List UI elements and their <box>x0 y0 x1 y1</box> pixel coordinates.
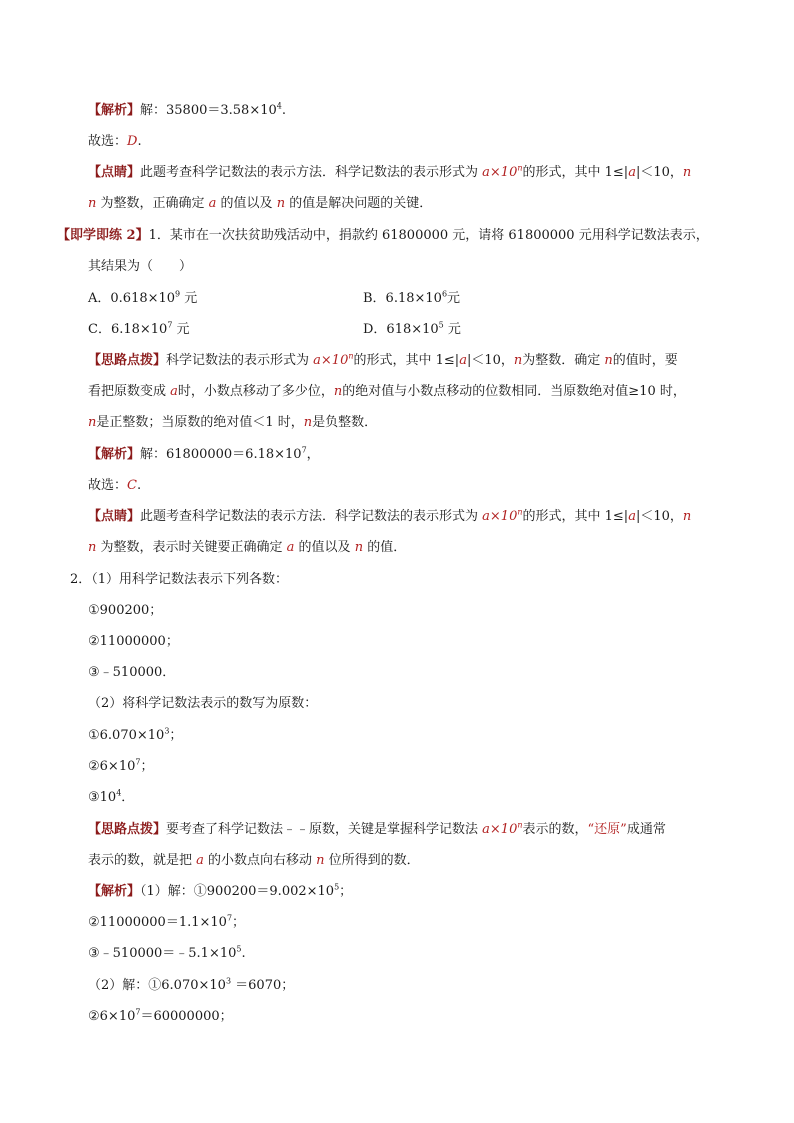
comment-text: |＜10， <box>635 509 683 524</box>
analysis-line <box>88 445 320 465</box>
comment-line-1 <box>88 163 691 183</box>
exponent: 3 <box>225 976 232 986</box>
punct: ； <box>169 728 183 743</box>
analysis-line <box>88 913 245 933</box>
exponent: n <box>517 507 523 517</box>
hint-line-1 <box>88 351 678 371</box>
symbol-a: a <box>208 196 217 211</box>
analysis-text: ②11000000＝1.1×10 <box>88 915 227 930</box>
hint-text: 的形式，其中 1≤| <box>353 353 460 368</box>
hint-text: 是正整数；当原数的绝对值＜1 时， <box>96 415 304 430</box>
comment-text: 的值以及 <box>294 540 355 555</box>
option-label: B．6.18×10 <box>363 291 442 306</box>
symbol-a: a <box>286 540 295 555</box>
analysis-tag: 【解析】 <box>88 103 141 118</box>
question-text: 1．某市在一次扶贫助残活动中，捐款约 61800000 元，请将 61800000 元用科学记数法表示， <box>148 228 709 243</box>
exponent: 4 <box>116 788 122 798</box>
exponent: n <box>517 820 523 830</box>
punct: ， <box>306 447 320 462</box>
quote-text: “还原” <box>587 822 627 837</box>
option-unit: 元 <box>447 291 461 306</box>
symbol-a: a <box>459 353 467 368</box>
analysis-line <box>88 944 246 964</box>
analysis-text: ②6×10 <box>88 1009 136 1024</box>
option-c[interactable] <box>88 320 190 340</box>
formula: a×10 <box>482 165 518 180</box>
comment-text: 为整数，正确确定 <box>100 196 209 211</box>
hint-text: 要考查了科学记数法﹣﹣原数，关键是掌握科学记数法 <box>166 822 483 837</box>
list-item <box>88 601 162 621</box>
punct: ． <box>121 790 135 805</box>
exponent: 9 <box>175 289 181 299</box>
comment-text: 的形式，其中 1≤| <box>522 509 629 524</box>
item-text: ①900200； <box>88 603 163 618</box>
symbol-n: n <box>303 415 313 430</box>
comment-text: 为整数，表示时关键要正确确定 <box>100 540 287 555</box>
punct: . <box>281 103 286 118</box>
list-item <box>88 726 182 746</box>
question-text: 2．（1）用科学记数法表示下列各数： <box>70 572 289 587</box>
comment-text: |＜10， <box>635 165 683 180</box>
exponent: 3 <box>164 726 170 736</box>
hint-text: 时，小数点移动了多少位， <box>177 384 334 399</box>
hint-text: 看把原数变成 <box>88 384 171 399</box>
comment-text: 的值． <box>363 540 407 555</box>
option-a[interactable] <box>88 289 197 309</box>
hint-text: 是负整数． <box>312 415 378 430</box>
exponent: 6 <box>441 289 448 299</box>
symbol-n: n <box>88 415 97 430</box>
comment-tag: 【点睛】 <box>88 509 141 524</box>
question-part-2 <box>88 694 317 714</box>
item-text: ②11000000； <box>88 634 179 649</box>
symbol-a: a <box>196 853 204 868</box>
comment-text: 此题考查科学记数法的表示方法．科学记数法的表示形式为 <box>140 509 483 524</box>
symbol-n: n <box>316 853 325 868</box>
formula: a×10 <box>313 353 349 368</box>
symbol-a: a <box>628 165 636 180</box>
symbol-n: n <box>333 384 343 399</box>
analysis-line <box>88 101 286 121</box>
comment-tag: 【点睛】 <box>88 165 141 180</box>
option-label: A．0.618×10 <box>88 291 176 306</box>
item-text: ③10 <box>88 790 117 805</box>
comment-line-1 <box>88 507 691 527</box>
exponent: 4 <box>276 101 282 111</box>
analysis-text: 解：61800000＝6.18×10 <box>140 447 302 462</box>
exponent: 5 <box>438 320 444 330</box>
analysis-text: （1）解：①900200＝9.002×10 <box>140 884 335 899</box>
hint-text: |＜10， <box>466 353 514 368</box>
exponent: n <box>517 163 523 173</box>
symbol-n: n <box>88 540 97 555</box>
punct: . <box>241 946 246 961</box>
option-b[interactable] <box>363 289 460 309</box>
symbol-n: n <box>354 540 364 555</box>
punct: ＝6070； <box>231 978 295 993</box>
hint-text: 的值时，要 <box>612 353 678 368</box>
exponent: 7 <box>301 445 307 455</box>
hint-line-2 <box>88 382 686 402</box>
hint-tag: 【思路点拨】 <box>88 353 167 368</box>
symbol-n: n <box>682 165 692 180</box>
punct: . <box>137 134 142 149</box>
answer-value: D <box>127 134 138 149</box>
hint-text: 位所得到的数． <box>324 853 420 868</box>
item-text: ①6.070×10 <box>88 728 165 743</box>
option-label: D．618×10 <box>363 322 439 337</box>
hint-line-1 <box>88 820 666 840</box>
hint-text: 的小数点向右移动 <box>203 853 317 868</box>
exponent: 5 <box>236 944 242 954</box>
hint-text: 科学记数法的表示形式为 <box>166 353 314 368</box>
answer-line <box>88 476 141 496</box>
analysis-text: （2）解：①6.070×10 <box>88 978 226 993</box>
exponent: 7 <box>135 1007 141 1017</box>
analysis-tag: 【解析】 <box>88 447 141 462</box>
hint-text: 表示的数，就是把 <box>88 853 197 868</box>
answer-line <box>88 132 142 152</box>
hint-line-3 <box>88 413 377 433</box>
option-d[interactable] <box>363 320 461 340</box>
analysis-tag: 【解析】 <box>88 884 141 899</box>
exponent: 7 <box>167 320 173 330</box>
analysis-line <box>88 976 294 996</box>
option-label: C．6.18×10 <box>88 322 168 337</box>
exponent: 5 <box>334 882 340 892</box>
exponent: 7 <box>226 913 233 923</box>
exponent: n <box>348 351 354 361</box>
hint-text: 为整数．确定 <box>522 353 605 368</box>
list-item <box>88 757 153 777</box>
comment-line-2 <box>88 194 432 214</box>
practice-tag: 【即学即练 2】 <box>57 228 149 243</box>
question-line-1 <box>57 226 709 246</box>
symbol-n: n <box>513 353 523 368</box>
symbol-a: a <box>628 509 636 524</box>
item-text: ③﹣510000． <box>88 665 176 680</box>
option-unit: 元 <box>180 291 198 306</box>
hint-tag: 【思路点拨】 <box>88 822 167 837</box>
hint-text: 表示的数， <box>522 822 588 837</box>
comment-text: 此题考查科学记数法的表示方法．科学记数法的表示形式为 <box>140 165 483 180</box>
option-unit: 元 <box>443 322 461 337</box>
answer-value: C <box>127 478 137 493</box>
item-text: ②6×10 <box>88 759 136 774</box>
analysis-text: ③﹣510000＝﹣5.1×10 <box>88 946 237 961</box>
punct: ＝60000000； <box>140 1009 233 1024</box>
formula: a×10 <box>482 509 518 524</box>
answer-label: 故选： <box>88 134 128 149</box>
punct: ； <box>339 884 353 899</box>
analysis-line <box>88 1007 233 1027</box>
symbol-n: n <box>604 353 613 368</box>
symbol-n: n <box>682 509 692 524</box>
answer-label: 故选： <box>88 478 128 493</box>
analysis-text: 解：35800＝3.58×10 <box>140 103 277 118</box>
punct: . <box>136 478 142 493</box>
symbol-n: n <box>88 196 97 211</box>
hint-text: 成通常 <box>626 822 666 837</box>
exponent: 7 <box>135 757 141 767</box>
comment-text: 的值是解决问题的关键． <box>285 196 433 211</box>
comment-line-2 <box>88 538 406 558</box>
question-line-2 <box>88 257 192 277</box>
option-unit: 元 <box>172 322 190 337</box>
symbol-a: a <box>170 384 178 399</box>
formula: a×10 <box>482 822 518 837</box>
list-item <box>88 632 179 652</box>
punct: ； <box>140 759 154 774</box>
analysis-line <box>88 882 352 902</box>
list-item <box>88 788 134 808</box>
question-text: 其结果为（ ） <box>88 259 193 274</box>
hint-text: 的绝对值与小数点移动的位数相同．当原数绝对值≥10 时， <box>342 384 686 399</box>
symbol-n: n <box>276 196 286 211</box>
question-2-head <box>70 570 288 590</box>
comment-text: 的形式，其中 1≤| <box>522 165 629 180</box>
punct: ； <box>232 915 246 930</box>
question-text: （2）将科学记数法表示的数写为原数： <box>88 696 318 711</box>
hint-line-2 <box>88 851 420 871</box>
comment-text: 的值以及 <box>216 196 277 211</box>
list-item <box>88 663 175 683</box>
